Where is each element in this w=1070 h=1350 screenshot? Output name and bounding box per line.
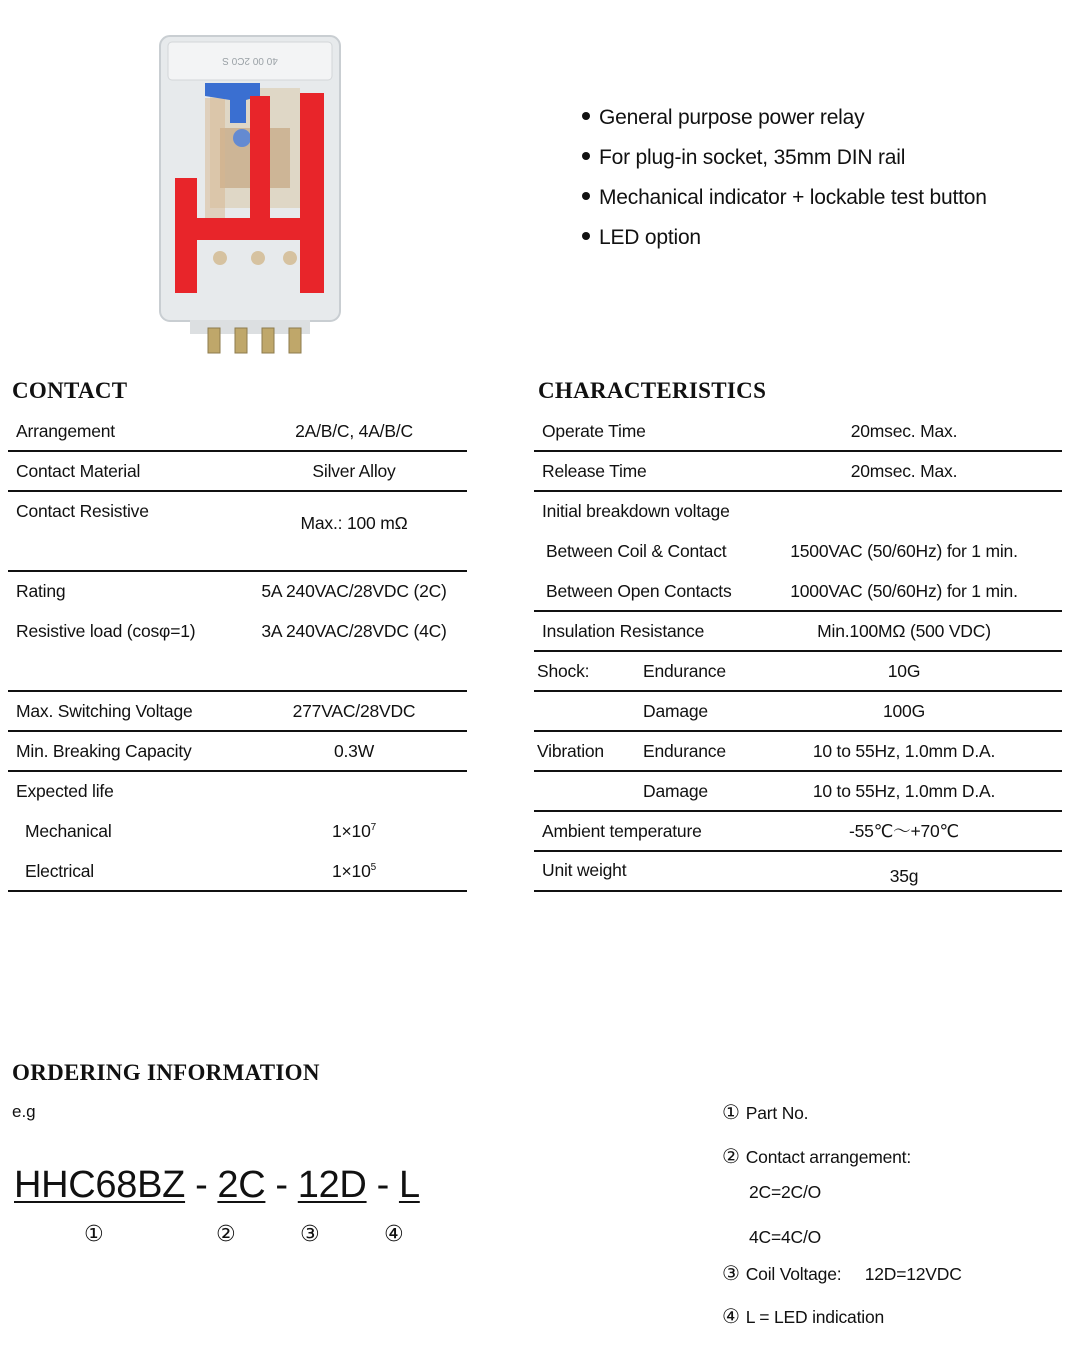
characteristics-table xyxy=(534,412,1062,892)
spec-label: Between Coil & Contact xyxy=(546,541,727,561)
table-row-spacer xyxy=(8,652,467,692)
legend-option-4c: 4C=4C/O xyxy=(749,1227,822,1247)
spec-value: 100G xyxy=(882,701,926,721)
spec-sublabel: Damage xyxy=(643,701,708,721)
spec-value: 35g xyxy=(889,866,919,886)
legend-text: Coil Voltage: 12D=12VDC xyxy=(745,1264,962,1284)
value-base: 1×10 xyxy=(332,861,371,881)
ordering-heading: ORDERING INFORMATION xyxy=(12,1060,320,1085)
spec-value: Min.100MΩ (500 VDC) xyxy=(817,621,991,641)
code-dash: - xyxy=(376,1164,389,1206)
spec-sublabel: Endurance xyxy=(643,661,726,681)
spec-label: Shock: xyxy=(537,661,590,681)
legend-marker: ③ xyxy=(722,1261,740,1285)
example-label: e.g xyxy=(12,1102,36,1121)
legend-option-2c: 2C=2C/O xyxy=(749,1182,822,1202)
contact-heading: CONTACT xyxy=(12,378,128,403)
spec-value: 10 to 55Hz, 1.0mm D.A. xyxy=(812,741,996,761)
value-base: 1×10 xyxy=(332,821,371,841)
code-part-number: HHC68BZ xyxy=(14,1164,186,1206)
characteristics-heading: CHARACTERISTICS xyxy=(538,378,767,403)
spec-value: Silver Alloy xyxy=(312,461,396,481)
spec-label: Between Open Contacts xyxy=(546,581,732,601)
table-row xyxy=(534,452,1062,492)
table-row xyxy=(8,692,467,732)
code-led-option: L xyxy=(398,1164,420,1206)
spec-value: 20msec. Max. xyxy=(850,421,958,441)
spec-value: 5A 240VAC/28VDC (2C) xyxy=(261,581,447,601)
legend-marker: ② xyxy=(722,1144,740,1168)
spec-value xyxy=(332,852,376,890)
spec-label: Operate Time xyxy=(542,421,646,441)
spec-value: 10 to 55Hz, 1.0mm D.A. xyxy=(812,781,996,801)
table-row xyxy=(534,812,1062,852)
code-marker-4: ④ xyxy=(384,1222,404,1247)
spec-value: 1500VAC (50/60Hz) for 1 min. xyxy=(790,541,1018,561)
spec-value: 1000VAC (50/60Hz) for 1 min. xyxy=(790,581,1018,601)
spec-label: Release Time xyxy=(542,461,647,481)
contact-table xyxy=(8,412,467,892)
legend-marker: ④ xyxy=(722,1304,740,1328)
table-row xyxy=(534,612,1062,652)
table-row xyxy=(8,412,467,452)
table-row xyxy=(534,572,1062,612)
table-row xyxy=(534,692,1062,732)
code-marker-1: ① xyxy=(84,1222,104,1247)
table-row xyxy=(8,772,467,812)
spec-label: Min. Breaking Capacity xyxy=(16,741,192,761)
table-row xyxy=(534,852,1062,892)
legend-led xyxy=(722,1304,884,1328)
legend-coil-voltage xyxy=(722,1261,962,1285)
spec-label: Expected life xyxy=(16,781,114,801)
legend-text: L = LED indication xyxy=(745,1307,885,1327)
spec-label: Vibration xyxy=(537,741,604,761)
code-dash: - xyxy=(275,1164,288,1206)
table-row xyxy=(8,812,467,852)
feature-item: LED option xyxy=(580,218,1050,258)
spec-label: Arrangement xyxy=(16,421,115,441)
spec-label: Unit weight xyxy=(542,860,627,880)
spec-value: Max.: 100 mΩ xyxy=(300,513,408,533)
legend-text: Contact arrangement: xyxy=(745,1147,911,1167)
spec-value: 0.3W xyxy=(333,741,375,761)
legend-part-no xyxy=(722,1100,808,1124)
feature-item: Mechanical indicator + lockable test button xyxy=(580,178,1050,218)
table-row xyxy=(8,572,467,612)
spec-label: Ambient temperature xyxy=(542,821,702,841)
table-row xyxy=(8,452,467,492)
spec-value: 277VAC/28VDC xyxy=(292,701,416,721)
table-row xyxy=(534,532,1062,572)
table-row xyxy=(534,772,1062,812)
feature-item: General purpose power relay xyxy=(580,98,1050,138)
legend-marker: ① xyxy=(722,1100,740,1124)
code-coil-voltage: 12D xyxy=(297,1164,367,1206)
spec-sublabel: Damage xyxy=(643,781,708,801)
spec-value: 3A 240VAC/28VDC (4C) xyxy=(261,621,447,641)
value-exponent: 5 xyxy=(370,862,376,873)
spec-label: Resistive load (cosφ=1) xyxy=(16,621,196,641)
table-row xyxy=(534,652,1062,692)
relay-product-image xyxy=(150,28,350,358)
spec-label: Contact Resistive xyxy=(16,501,149,521)
spec-label: Contact Material xyxy=(16,461,141,481)
spec-label: Mechanical xyxy=(25,821,112,841)
feature-list xyxy=(580,98,1050,258)
spec-label: Insulation Resistance xyxy=(542,621,705,641)
feature-item: For plug-in socket, 35mm DIN rail xyxy=(580,138,1050,178)
table-row xyxy=(8,612,467,652)
order-code-example xyxy=(14,1164,420,1207)
value-exponent: 7 xyxy=(370,822,376,833)
spec-label: Max. Switching Voltage xyxy=(16,701,193,721)
table-row xyxy=(8,732,467,772)
spec-label: Initial breakdown voltage xyxy=(542,501,730,521)
code-contact-arrangement: 2C xyxy=(217,1164,266,1206)
table-row xyxy=(8,852,467,892)
code-marker-3: ③ xyxy=(300,1222,320,1247)
spec-sublabel: Endurance xyxy=(643,741,726,761)
relay-housing-label: 40 00 2C0 S xyxy=(222,55,278,66)
table-row xyxy=(534,732,1062,772)
spec-label: Electrical xyxy=(25,861,94,881)
table-row xyxy=(534,412,1062,452)
spec-value: 2A/B/C, 4A/B/C xyxy=(295,421,413,441)
spec-value: 10G xyxy=(887,661,921,681)
spec-label: Rating xyxy=(16,581,66,601)
spec-value xyxy=(332,812,376,850)
legend-text: Part No. xyxy=(745,1103,809,1123)
spec-value: 20msec. Max. xyxy=(850,461,958,481)
spec-value: -55℃～+70℃ xyxy=(849,821,959,841)
code-dash: - xyxy=(195,1164,208,1206)
table-row xyxy=(534,492,1062,532)
code-marker-2: ② xyxy=(216,1222,236,1247)
table-row xyxy=(8,492,467,572)
legend-contact-arrangement xyxy=(722,1144,911,1168)
